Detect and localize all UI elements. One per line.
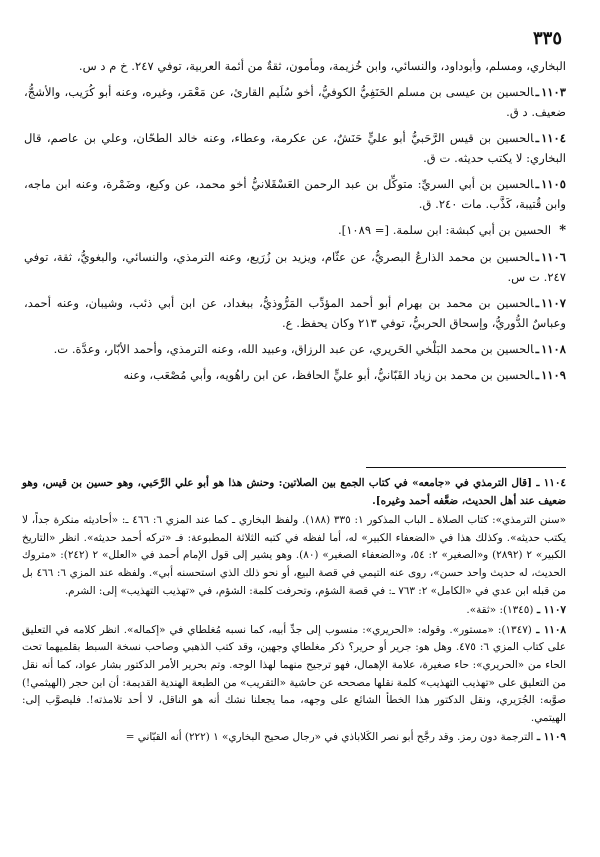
footnote-text: (١٣٤٥): «ثقة». <box>466 604 534 617</box>
entry: ١١٠٨ـالحسين بن محمد البَلْخي الحَريري، عن عبد الرزاق، وعبيد الله، وعنه الترمذي، وأحمد الأبّار، وعدَّة. ت. <box>53 342 566 356</box>
entry: ١١٠٤ـالحسين بن قيس الرَّحَبيُّ أبو عليٍّ حَنَشٌ، عن عكرمة، وعطاء، وعنه خالد الطحّان، وعلي بن عاصم، قال البخاري: لا يكتب حديثه. ت ق. <box>24 131 566 165</box>
entry-number: ١١٠٣ <box>541 85 566 99</box>
footnote: ١١٠٩ ـ الترجمة دون رمز. وقد رجَّح أبو نصر الكَلاباذي في «رجال صحيح البخاري» ١ (٢٢٢) أنه القبّاني = <box>125 731 566 744</box>
footnote-text: «سنن الترمذي»: كتاب الصلاة ـ الباب المذكور ١: ٣٣٥ (١٨٨). ولفظ البخاري ـ كما عند المزي ٦: ٤٦٦ ـ: «أحاديثه منكرة جداً، لا يكتب حديثه». وكذلك هذا في «الضعفاء الكبير» له، أما لفظه في كتبه الثلاثة المطبوعة: فـ «تركه أحمد حديثه». انظر «التاريخ الكبير» ٢ (٢٨٩٢) و«الصغير» ٢: ٥٤، و«الضعفاء الصغير» (٨٠). وهو يشير إلى قول الإمام أحمد في «العلل» ٢ (٢٤٢): «متروك الحديث، له حديث واحد حسن»، روى عنه التيمي في قصة البيع، أو نحو ذلك الذي استحسنه أبي». ولفظه عند المزي ٦: ٤٦٦ بل من قبله ابن عدي في «الكامل» ٢: ٧٦٣ ـ: في قصة الشؤم، وتحرفت كلمة: الشؤم، في «تهذيب التهذيب» إلى: الشرم. <box>22 514 567 597</box>
footnote: ١١٠٧ ـ (١٣٤٥): «ثقة». <box>466 604 566 617</box>
entry-text: الحسين بن عيسى بن مسلم الحَنَفِيُّ الكوفيُّ، أخو سُلَيم القارئ، عن مَعْمَر، وغيره، وعنه أبو كُرَيب، والأشجُّ، ضعيف. د ق. <box>24 85 566 119</box>
entry-number: ١١٠٤ <box>541 131 566 145</box>
footnote-number: ١١٠٨ <box>543 623 567 636</box>
entry-number: ١١٠٨ <box>541 342 566 356</box>
footnotes <box>22 475 566 749</box>
entry-crossref <box>24 220 566 241</box>
entry: ١١٠٥ـالحسين بن أبي السريِّ: متوكِّل بن عبد الرحمن العَسْقَلانيُّ أخو محمد، عن وكيع، وضَمْرة، وعنه ابن ماجه، وابن قُتيبة، كَذَّب. مات ٢٤٠. ق. <box>24 177 566 211</box>
entry-text: الحسين بن محمد بن بهرام أبو أحمد المؤدِّب المَرُّوذيُّ، ببغداد، عن ابن أبي ذئب، وشيبان، وعنه أحمد، وعباسٌ الدُّوريُّ، وإسحاق الحربيُّ، توفي ٢١٣ وكان يحفظ. ع. <box>24 296 566 330</box>
entry-number: ١١٠٧ <box>541 296 566 310</box>
entry-number: ١١٠٩ <box>541 368 566 382</box>
entry: ١١٠٣ـالحسين بن عيسى بن مسلم الحَنَفِيُّ الكوفيُّ، أخو سُلَيم القارئ، عن مَعْمَر، وغيره، وعنه أبو كُرَيب، والأشجُّ، ضعيف. د ق. <box>24 85 566 119</box>
entry-text: الحسين بن محمد البَلْخي الحَريري، عن عبد الرزاق، وعبيد الله، وعنه الترمذي، وأحمد الأبّار، وعدَّة. ت. <box>53 342 534 356</box>
entry: ١١٠٦ـالحسين بن محمد الذارعُ البصريُّ، عن عثّام، ويزيد بن زُرَيع، وعنه الترمذي، والنسائي، والبغويُّ، ثقة، توفي ٢٤٧. ت س. <box>24 250 566 284</box>
entry: ١١٠٧ـالحسين بن محمد بن بهرام أبو أحمد المؤدِّب المَرُّوذيُّ، ببغداد، عن ابن أبي ذئب، وشيبان، وعنه أحمد، وعباسٌ الدُّوريُّ، وإسحاق الحربيُّ، توفي ٢١٣ وكان يحفظ. ع. <box>24 296 566 330</box>
entry-text: الحسين بن محمد الذارعُ البصريُّ، عن عثّام، ويزيد بن زُرَيع، وعنه الترمذي، والنسائي، والبغويُّ، ثقة، توفي ٢٤٧. ت س. <box>24 250 566 284</box>
entry: ١١٠٩ـالحسين بن محمد بن زياد القَبّانيُّ، أبو عليٍّ الحافظ، عن ابن راهُويه، وأبي مُصْعَب، وعنه <box>123 368 566 382</box>
entry-text: الحسين بن أبي كبشة: ابن سلمة. [= ١٠٨٩]. <box>337 223 552 237</box>
entry-text: البخاري، ومسلم، وأبوداود، والنسائي، وابن خُزيمة، ومأمون، ثقةٌ من أئمة العربية، توفي ٢٤٧. خ م د س. <box>78 59 566 73</box>
footnote-number: ١١٠٤ <box>543 477 566 489</box>
page-number: ٣٣٥ <box>532 28 562 49</box>
main-text <box>24 56 566 391</box>
footnote-divider <box>366 467 566 468</box>
footnote: ١١٠٨ ـ (١٣٤٧): «مستور». وقوله: «الحريري»: منسوب إلى جدِّ أبيه، كما نسبه مُغلطاي في «إكماله». انظر كلامه في التعليق على كتاب المزي ٦: ٤٧٥. وهل هو: جرير أو حرير؟ ذكر مغلطاي وجهين، وقد كتب الذهبي وصاحب نسخة السبط بقلميهما تحت الحاء من «الحريري»: حاء صغيرة، علامة الإهمال، فهو ترجيح منهما لهذا الوجه. وتم بحرير الأمر الدكتور بشار عواد، كما أنه نقل من التعليق على «تهذيب التهذيب» كلمة نقلها مصححه عن حاشية «التقريب» من الطبعة الهندية القديمة: أن ابن حجر (الهيثمي!) صوَّبه: الجُرَيري، ونقل الدكتور هذا الخطأ الشائع على وجهه، مما يجعلنا نشك أنه هو الناقل، لا أحد تلامذته!. فليصوَّب إلى: الهيتمي. <box>22 623 567 724</box>
entry-continuation <box>24 56 566 76</box>
entry-text: الحسين بن قيس الرَّحَبيُّ أبو عليٍّ حَنَشٌ، عن عكرمة، وعطاء، وعنه خالد الطحّان، وعلي بن عاصم، قال البخاري: لا يكتب حديثه. ت ق. <box>24 131 566 165</box>
footnote: ١١٠٤ ـ [قال الترمذي في «جامعه» في كتاب الجمع بين الصلاتين: وحنش هذا هو أبو علي الرَّحَبي، وهو حسين بن قيس، وهو ضعيف عند أهل الحديث، ضعَّفه أحمد وغيره]. <box>22 477 566 507</box>
entry-text: الحسين بن أبي السريِّ: متوكِّل بن عبد الرحمن العَسْقَلانيُّ أخو محمد، عن وكيع، وضَمْرة، وعنه ابن ماجه، وابن قُتيبة، كَذَّب. مات ٢٤٠. ق. <box>24 177 566 211</box>
footnote-text: (١٣٤٧): «مستور». وقوله: «الحريري»: منسوب إلى جدِّ أبيه، كما نسبه مُغلطاي في «إكماله». انظر كلامه في التعليق على كتاب المزي ٦: ٤٧٥. وهل هو: جرير أو حرير؟ ذكر مغلطاي وجهين، وقد كتب الذهبي وصاحب نسخة السبط بقلميهما تحت الحاء من «الحريري»: حاء صغيرة، علامة الإهمال، فهو ترجيح منهما لهذا الوجه. وتم بحرير الأمر الدكتور بشار عواد، كما أنه نقل من التعليق على «تهذيب التهذيب» كلمة نقلها مصححه عن حاشية «التقريب» من الطبعة الهندية القديمة: أن ابن حجر (الهيثمي!) صوَّبه: الجُرَيري، ونقل الدكتور هذا الخطأ الشائع على وجهه، مما يجعلنا نشك أنه هو الناقل، لا أحد تلامذته!. فليصوَّب إلى: الهيتمي. <box>22 623 566 724</box>
entry-text: الحسين بن محمد بن زياد القَبّانيُّ، أبو عليٍّ الحافظ، عن ابن راهُويه، وأبي مُصْعَب، وعنه <box>123 368 534 382</box>
entry-number: ١١٠٦ <box>541 250 566 264</box>
footnote-number: ١١٠٧ <box>543 604 566 617</box>
footnote-number: ١١٠٩ <box>543 731 566 744</box>
footnote-heading: [قال الترمذي في «جامعه» في كتاب الجمع بين الصلاتين: وحنش هذا هو أبو علي الرَّحَبي، وهو حسين بن قيس، وهو ضعيف عند أهل الحديث، ضعَّفه أحمد وغيره]. <box>22 477 566 507</box>
footnote-body <box>22 512 566 600</box>
entry-star-mark: * <box>559 223 566 238</box>
entry-number: ١١٠٥ <box>541 177 566 191</box>
footnote-text: الترجمة دون رمز. وقد رجَّح أبو نصر الكَلاباذي في «رجال صحيح البخاري» ١ (٢٢٢) أنه القبّاني = <box>125 731 534 744</box>
